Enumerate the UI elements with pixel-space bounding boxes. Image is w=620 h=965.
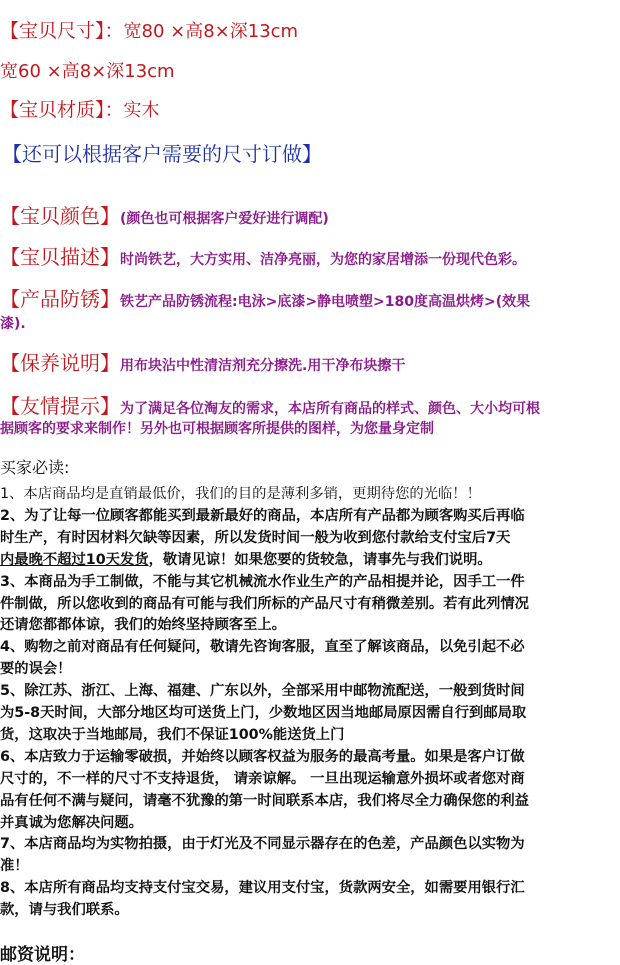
notice-line <box>0 702 526 722</box>
rustproof-line <box>0 283 530 312</box>
color-label: 【宝贝颜色】 <box>0 204 120 228</box>
notice-text: 2、为了让每一位顾客都能买到最新最好的商品，本店所有产品都为顾客购买后再临 <box>0 507 525 524</box>
description-value: 时尚铁艺，大方实用、洁净亮丽，为您的家居增添一份现代色彩。 <box>120 252 526 268</box>
color-line <box>0 200 329 229</box>
notice-text: 货，这取决于当地邮局，我们不保证100%能送货上门 <box>0 726 345 743</box>
notice-line <box>0 636 525 656</box>
notice-emphasis: 内最晚不超过10天发货 <box>0 551 149 568</box>
care-line <box>0 347 405 376</box>
size-label: 【宝贝尺寸】： <box>0 20 124 42</box>
material-line <box>0 95 160 122</box>
notice-text: 准！ <box>0 858 29 875</box>
notice-line <box>0 812 143 832</box>
notice-text: 尺寸的，不一样的尺寸不支持退货， 请亲谅解。 一旦出现运输意外损坏或者您对商 <box>0 770 525 787</box>
tips-value-1: 为了满足各位淘友的需求，本店所有商品的样式、颜色、大小均可根 <box>120 401 540 417</box>
notice-line <box>0 614 286 634</box>
tips-line <box>0 390 540 419</box>
notice-text: 3、本商品为手工制做，不能与其它机械流水作业生产的产品相提并论，因手工一件 <box>0 573 525 590</box>
notice-text: 6、本店致力于运输零破损，并始终以顾客权益为服务的最高考量。如果是客户订做 <box>0 748 525 765</box>
rustproof-label: 【产品防锈】 <box>0 287 120 311</box>
notice-text: 要的误会！ <box>0 661 72 678</box>
notice-line <box>0 483 481 503</box>
size-value-2: 宽60 ×高8×深13cm <box>0 61 175 82</box>
postage-title: 邮资说明： <box>0 945 85 965</box>
notice-line <box>0 527 510 547</box>
tips-value-2: 据顾客的要求来制作！另外也可根据顾客所提供的图样，为您量身定制 <box>0 421 434 437</box>
notice-text: 款，请与我们联系。 <box>0 902 129 919</box>
color-value: (颜色也可根据客户爱好进行调配) <box>120 211 329 227</box>
notice-line <box>0 790 529 810</box>
notice-text: 8、本店所有商品均支持支付宝交易，建议用支付宝，货款两安全，如需要用银行汇 <box>0 880 525 897</box>
rustproof-value-2: 漆). <box>0 316 26 332</box>
notice-text: 7、本店商品均为实物拍摄，由于灯光及不同显示器存在的色差，产品颜色以实物为 <box>0 836 525 853</box>
notice-line <box>0 746 525 766</box>
notice-line <box>0 877 525 897</box>
description-line <box>0 241 526 270</box>
notice-line <box>0 768 525 788</box>
material-value: 实木 <box>123 100 160 121</box>
care-label: 【保养说明】 <box>0 351 120 375</box>
material-label: 【宝贝材质】： <box>0 99 124 121</box>
notice-text: 为5-8天时间，大部分地区均可送货上门，少数地区因当地邮局原因需自行到邮局取 <box>0 705 527 721</box>
notice-line <box>0 593 529 613</box>
description-label: 【宝贝描述】 <box>0 245 120 269</box>
notice-text: ，敬请见谅！如果您要的货较急，请事先与我们说明。 <box>148 551 492 568</box>
notice-line <box>0 505 525 525</box>
custom-note: 【还可以根据客户需要的尺寸订做】 <box>2 142 322 166</box>
notice-line <box>0 571 525 591</box>
notice-text: 并真诚为您解决问题。 <box>0 814 143 831</box>
notice-line <box>0 899 129 919</box>
size-value-1: 宽80 ×高8×深13cm <box>123 21 299 42</box>
care-value: 用布块沾中性清洁剂充分擦洗.用干净布块擦干 <box>120 358 406 374</box>
notice-line <box>0 724 344 744</box>
notice-line <box>0 658 71 678</box>
notice-line <box>0 549 492 569</box>
notice-line <box>0 680 525 700</box>
notice-text: 时生产，有时因材料欠缺等因素，所以发货时间一般为收到您付款给支付宝后7天 <box>0 529 511 546</box>
notice-text: 5、除江苏、浙江、上海、福建、广东以外，全部采用中邮物流配送，一般到货时间 <box>0 683 525 700</box>
buyer-notice-title: 买家必读: <box>0 458 70 477</box>
notice-text: 品有任何不满与疑问，请毫不犹豫的第一时间联系本店，我们将尽全力确保您的利益 <box>0 792 529 809</box>
tips-label: 【友情提示】 <box>0 394 120 418</box>
rustproof-value-1: 铁艺产品防锈流程:电泳>底漆>静电喷塑>180度高温烘烤>(效果 <box>120 294 531 310</box>
notice-text: 1、本店商品均是直销最低价，我们的目的是薄利多销，更期待您的光临！！ <box>0 486 481 502</box>
notice-text: 4、购物之前对商品有任何疑问，敬请先咨询客服，直至了解该商品，以免引起不必 <box>0 639 525 656</box>
size-line <box>0 16 298 43</box>
notice-line <box>0 833 525 853</box>
notice-text: 还请您都都体谅，我们的始终坚持顾客至上。 <box>0 617 286 634</box>
notice-line <box>0 855 29 875</box>
notice-text: 件制做，所以您收到的商品有可能与我们所标的产品尺寸有稍微差别。若有此列情况 <box>0 595 529 612</box>
